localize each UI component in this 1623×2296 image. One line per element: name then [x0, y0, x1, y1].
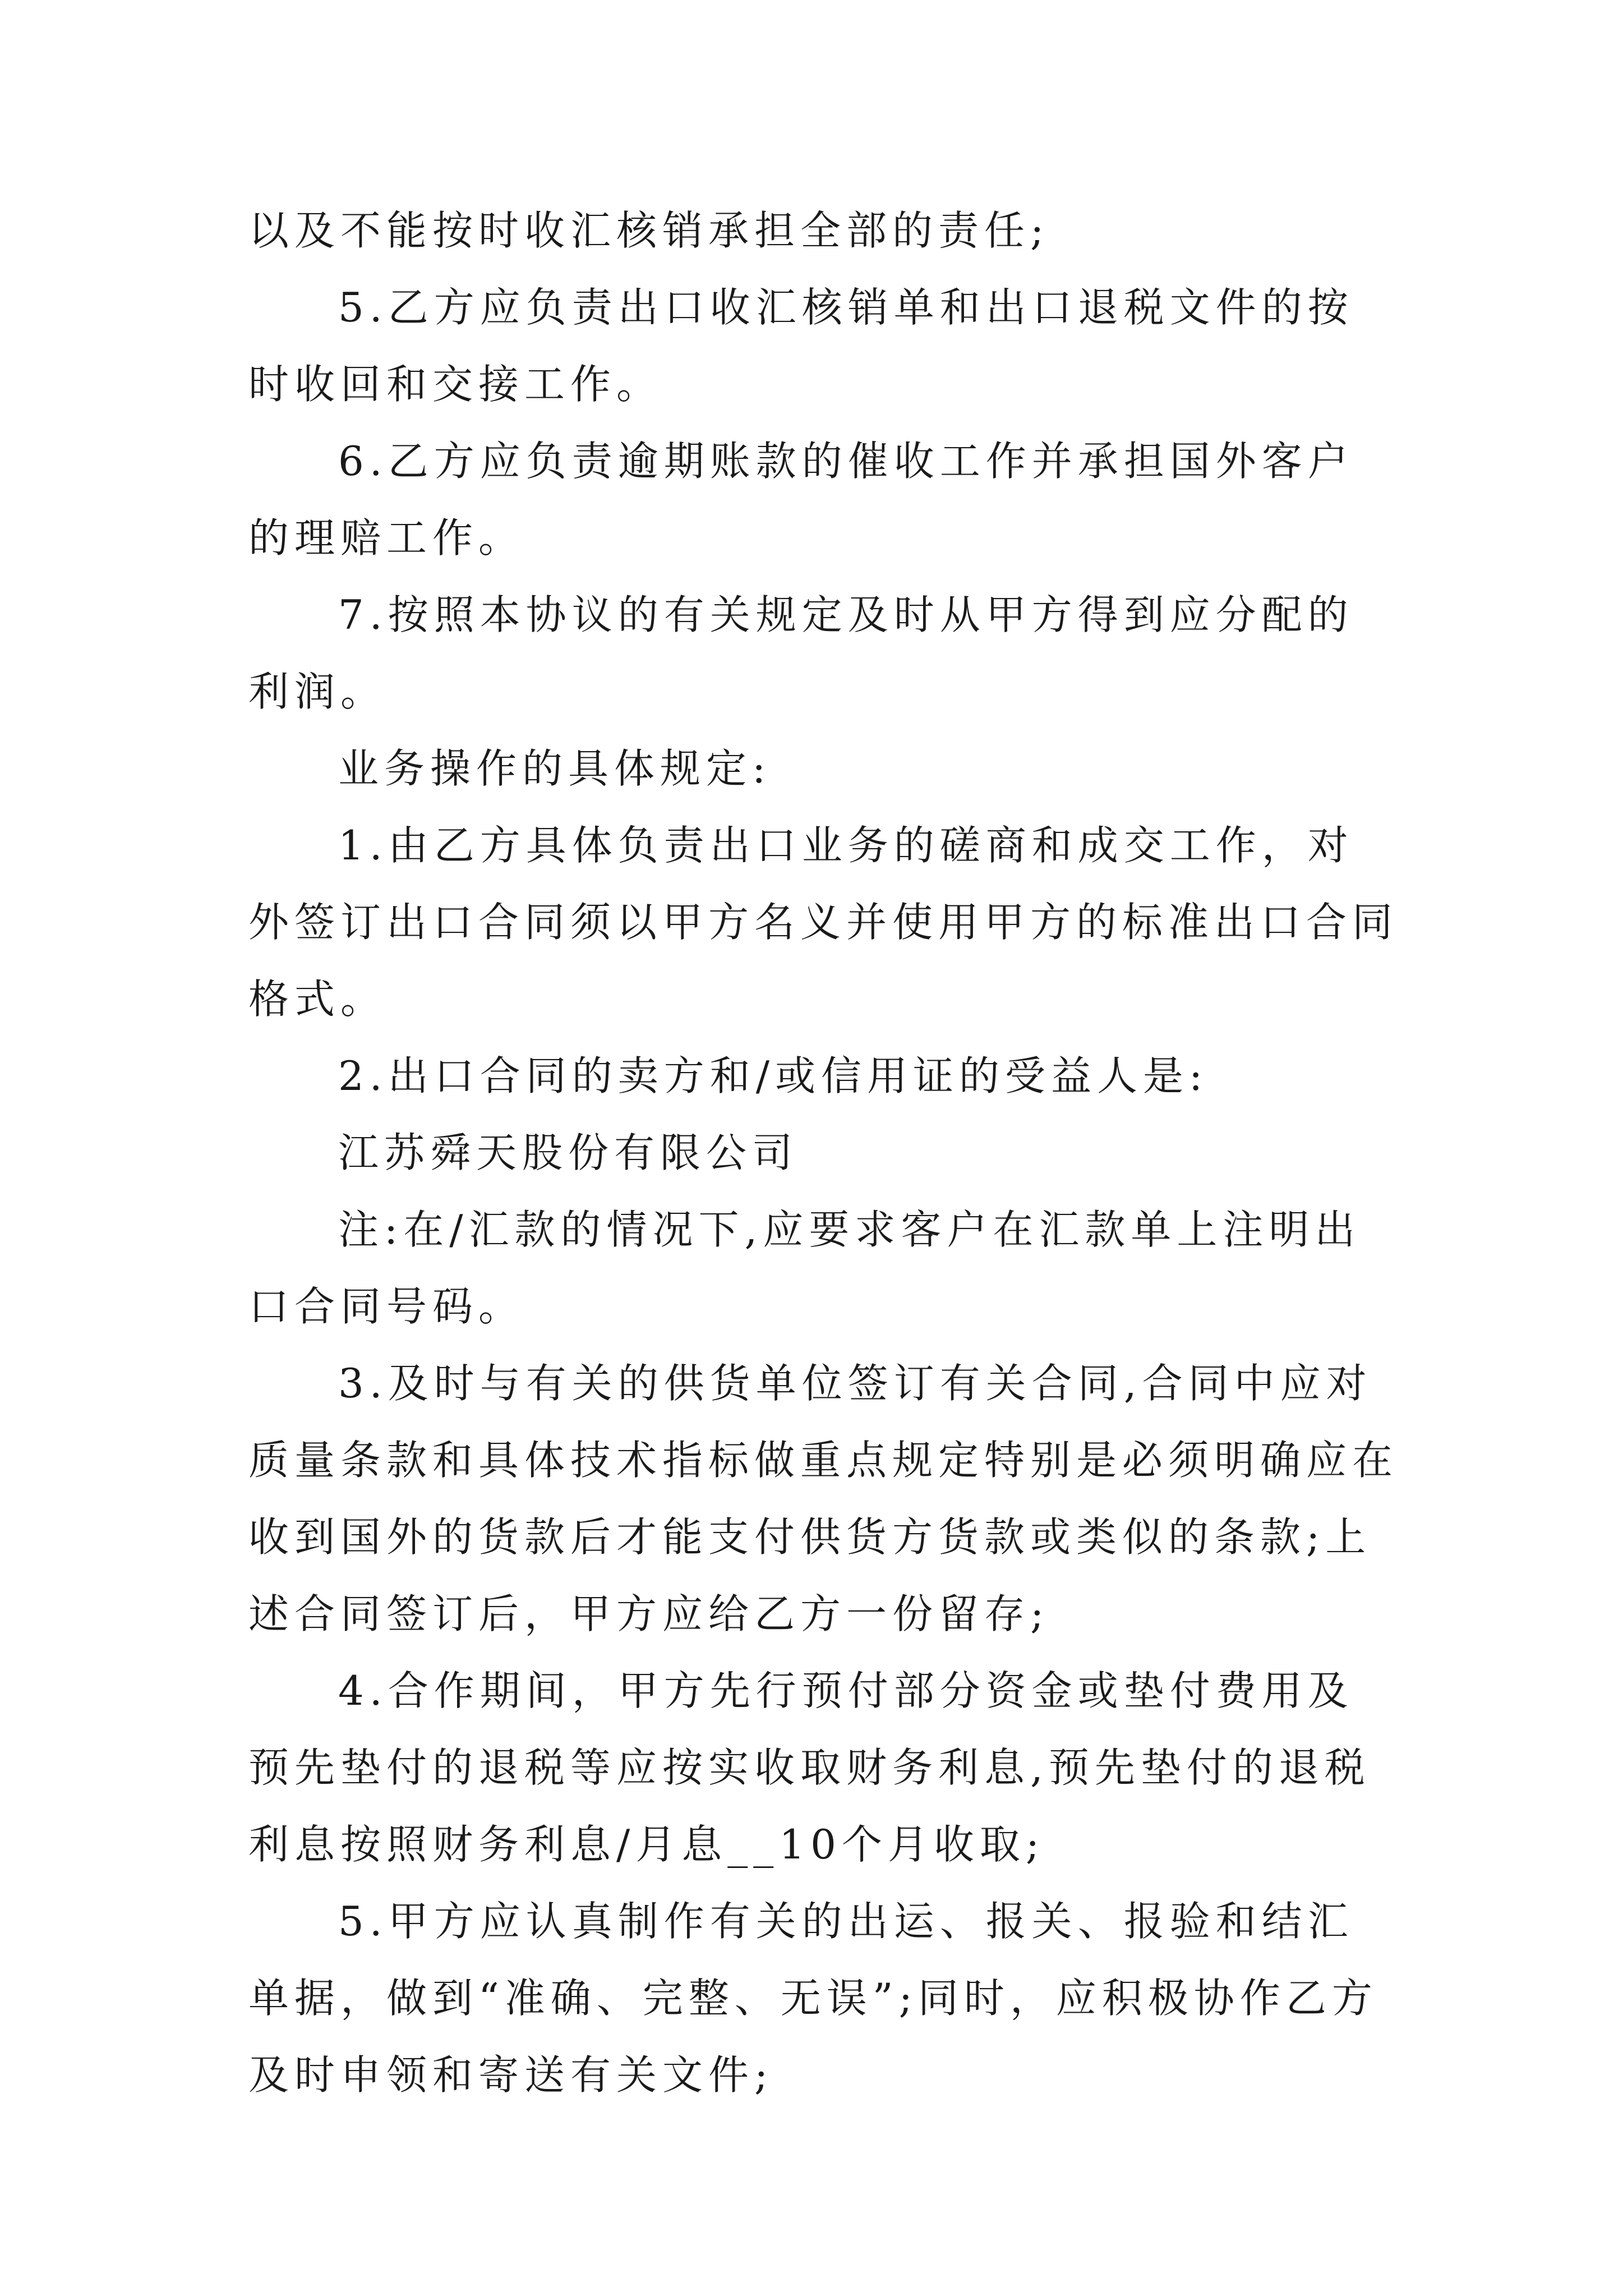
paragraph-6: 1.由乙方具体负责出口业务的磋商和成交工作，对外签订出口合同须以甲方名义并使用甲方的标准出口合同格式。 — [248, 822, 1399, 1023]
document-body — [248, 192, 1398, 2114]
paragraph-9: 注:在/汇款的情况下,应要求客户在汇款单上注明出口合同号码。 — [248, 1206, 1361, 1330]
paragraph-2: 5.乙方应负责出口收汇核销单和出口退税文件的按时收回和交接工作。 — [248, 284, 1354, 408]
paragraph-4: 7.按照本协议的有关规定及时从甲方得到应分配的利润。 — [248, 591, 1354, 715]
paragraph-10: 3.及时与有关的供货单位签订有关合同,合同中应对质量条款和具体技术指标做重点规定特别是必须明确应在收到国外的货款后才能支付供货方货款或类似的条款;上述合同签订后，甲方应给乙方一份留存; — [248, 1360, 1399, 1637]
paragraph-3: 6.乙方应负责逾期账款的催收工作并承担国外客户的理赔工作。 — [248, 438, 1354, 562]
paragraph-12: 5.甲方应认真制作有关的出运、报关、报验和结汇单据，做到“准确、完整、无误”;同时，应积极协作乙方及时申领和寄送有关文件; — [248, 1898, 1378, 2099]
paragraph-7: 2.出口合同的卖方和/或信用证的受益人是: — [338, 1052, 1209, 1099]
paragraph-8: 江苏舜天股份有限公司 — [338, 1129, 799, 1176]
paragraph-11: 4.合作期间，甲方先行预付部分资金或垫付费用及预先垫付的退税等应按实收取财务利息,预先垫付的退税利息按照财务利息/月息__10个月收取; — [248, 1667, 1371, 1868]
paragraph-5: 业务操作的具体规定: — [338, 745, 772, 792]
paragraph-1: 以及不能按时收汇核销承担全部的责任; — [248, 207, 1050, 254]
